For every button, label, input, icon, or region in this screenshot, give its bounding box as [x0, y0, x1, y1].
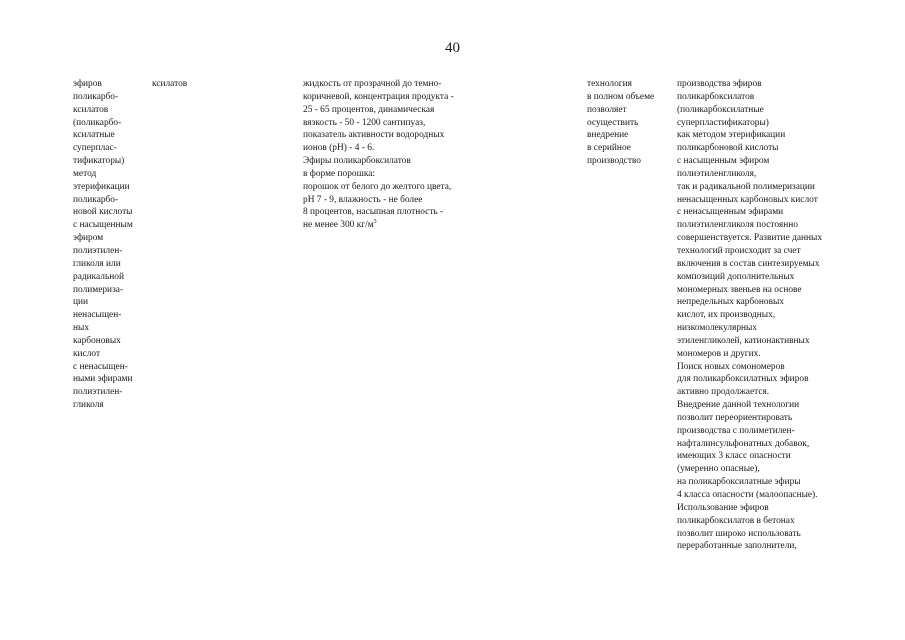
line-text: полиэтилен- [73, 387, 123, 398]
text-line [73, 271, 133, 284]
line-text: с ненасыщенным эфирами [677, 207, 784, 218]
text-line [677, 463, 822, 476]
text-line [677, 232, 822, 245]
text-line [587, 104, 654, 117]
line-text: карбоновых [73, 335, 121, 346]
text-line [677, 155, 822, 168]
text-line [73, 194, 133, 207]
line-text: кислот, их производных, [677, 310, 776, 321]
text-line [303, 91, 454, 104]
line-text: внедрение [587, 130, 629, 141]
line-text: осуществить [587, 117, 639, 128]
line-text: pH 7 - 9, влажность - не более [303, 194, 423, 205]
text-line [73, 91, 133, 104]
text-line [677, 515, 822, 528]
line-text: технологий происходит за счет [677, 245, 801, 256]
text-line [73, 348, 133, 361]
text-line [677, 540, 822, 553]
line-text: эфиром [73, 233, 104, 244]
line-text: Эфиры поликарбоксилатов [303, 156, 411, 167]
line-text: гликоля или [73, 258, 121, 269]
line-text: в форме порошка: [303, 168, 375, 179]
text-line [73, 335, 133, 348]
text-line [587, 117, 654, 130]
text-line [677, 91, 822, 104]
text-line [677, 258, 822, 271]
text-line [677, 528, 822, 541]
line-text: 25 - 65 процентов, динамическая [303, 104, 435, 115]
text-line [677, 309, 822, 322]
text-line [73, 373, 133, 386]
text-line [677, 206, 822, 219]
line-text: совершенствуется. Развитие данных [677, 233, 823, 244]
line-text: показатель активности водородных [303, 130, 445, 141]
text-line [73, 168, 133, 181]
text-line [677, 142, 822, 155]
line-text: производства с полиметилен- [677, 425, 795, 436]
line-text: метод [73, 168, 97, 179]
text-line [677, 78, 822, 91]
text-line [677, 284, 822, 297]
line-text: суперпластификаторы) [677, 117, 769, 128]
text-line [677, 348, 822, 361]
line-text: нафталинсульфонатных добавок, [677, 438, 810, 449]
text-line [73, 129, 133, 142]
text-line [677, 181, 822, 194]
line-text: в полном объеме [587, 91, 655, 102]
text-line [677, 412, 822, 425]
line-text: порошок от белого до желтого цвета, [303, 181, 452, 192]
line-text: ненасыщен- [73, 310, 122, 321]
text-line [677, 117, 822, 130]
line-text: ненасыщенных карбоновых кислот [677, 194, 818, 205]
text-line [587, 142, 654, 155]
line-text: суперплас- [73, 143, 117, 154]
line-text: на поликарбоксилатные эфиры [677, 477, 801, 488]
text-line [677, 450, 822, 463]
line-text: активно продолжается. [677, 387, 770, 398]
text-line [677, 322, 822, 335]
line-text: поликарбо- [73, 194, 119, 205]
line-text: вязкость - 50 - 1200 сантипуаз, [303, 117, 426, 128]
text-line [73, 206, 133, 219]
text-line [587, 155, 654, 168]
status-column [587, 78, 654, 168]
line-text: ионов (pH) - 4 - 6. [303, 143, 375, 154]
text-line [303, 104, 454, 117]
text-line [303, 129, 454, 142]
product-name-continuation-column [152, 78, 187, 91]
text-line [73, 399, 133, 412]
line-text: в серийное [587, 143, 631, 154]
text-line [677, 425, 822, 438]
line-text: как методом этерификации [677, 130, 786, 141]
line-text: для поликарбоксилатных эфиров [677, 374, 809, 385]
line-text: полиэтилен- [73, 245, 123, 256]
line-text: поликарбоксилатов в бетонах [677, 515, 795, 526]
line-text: низкомолекулярных [677, 323, 758, 334]
line-text: позволяет [587, 104, 627, 115]
line-text: 8 процентов, насыпная плотность - [303, 207, 444, 218]
text-line [303, 194, 454, 207]
text-line [677, 168, 822, 181]
line-text: ксилатные [73, 130, 115, 141]
line-text: жидкость от прозрачной до темно- [303, 79, 442, 89]
text-line [677, 386, 822, 399]
line-text: непредельных карбоновых [677, 297, 784, 308]
text-line [73, 309, 133, 322]
text-line [73, 322, 133, 335]
text-line [677, 194, 822, 207]
text-line [73, 104, 133, 117]
line-text: мономерных звеньев на основе [677, 284, 802, 295]
text-line [677, 271, 822, 284]
line-text: мономеров и других. [677, 348, 761, 359]
line-text: ксилатов [152, 79, 188, 89]
text-line [73, 155, 133, 168]
line-text: этерификации [73, 181, 130, 192]
text-line [587, 78, 654, 91]
text-line [677, 245, 822, 258]
text-line [303, 117, 454, 130]
text-line [73, 219, 133, 232]
text-line [73, 78, 133, 91]
text-line [677, 373, 822, 386]
line-text: радикальной [73, 271, 124, 282]
line-text: не менее 300 кг/м [303, 220, 374, 231]
text-line [303, 219, 454, 232]
line-text: поликарбоновой кислоты [677, 143, 779, 154]
line-text: производства эфиров [677, 79, 762, 89]
line-text: тификаторы) [73, 156, 125, 167]
description-column [677, 78, 822, 553]
line-text: Поиск новых сомономеров [677, 361, 785, 372]
page-number: 40 [445, 40, 460, 56]
line-text: эфиров [73, 79, 102, 89]
text-line [73, 245, 133, 258]
text-line [587, 129, 654, 142]
text-line [152, 78, 187, 91]
line-text: ции [73, 297, 89, 308]
text-line [303, 155, 454, 168]
text-line [677, 438, 822, 451]
text-line [677, 129, 822, 142]
line-text: Внедрение данной технологии [677, 400, 800, 411]
line-text: новой кислоты [73, 207, 133, 218]
line-text: (умеренно опасные), [677, 464, 760, 475]
text-line [73, 232, 133, 245]
line-text: кислот [73, 348, 101, 359]
line-text: коричневой, концентрация продукта - [303, 91, 454, 102]
text-line [73, 117, 133, 130]
line-text: (поликарбо- [73, 117, 122, 128]
text-line [73, 386, 133, 399]
text-line [73, 284, 133, 297]
characteristics-column [303, 78, 454, 232]
text-line [73, 296, 133, 309]
line-text: включения в состав синтезируемых [677, 258, 820, 269]
text-line [73, 142, 133, 155]
text-line [73, 181, 133, 194]
line-text: технология [587, 79, 632, 89]
text-line [73, 361, 133, 374]
text-line [303, 168, 454, 181]
line-text: позволит переориентировать [677, 412, 793, 423]
line-text: производство [587, 156, 641, 167]
text-line [677, 335, 822, 348]
line-text: позволит широко использовать [677, 528, 801, 539]
text-line [677, 476, 822, 489]
line-text: гликоля [73, 400, 104, 411]
unit-superscript: 3 [373, 219, 377, 226]
line-text: Использование эфиров [677, 502, 769, 513]
text-line [677, 489, 822, 502]
line-text: ксилатов [73, 104, 109, 115]
text-line [677, 104, 822, 117]
line-text: полиэтиленгликоля постоянно [677, 220, 798, 231]
text-line [303, 142, 454, 155]
text-line [677, 361, 822, 374]
line-text: этиленгликолей, катионактивных [677, 335, 810, 346]
line-text: так и радикальной полимеризации [677, 181, 815, 192]
line-text: композиций дополнительных [677, 271, 795, 282]
line-text: переработанные заполнители, [677, 541, 797, 552]
line-text: с насыщенным [73, 220, 133, 231]
product-name-column [73, 78, 133, 412]
line-text: с насыщенным эфиром [677, 156, 770, 167]
text-line [677, 219, 822, 232]
line-text: ных [73, 323, 90, 334]
text-line [303, 206, 454, 219]
text-line [73, 258, 133, 271]
line-text: (поликарбоксилатные [677, 104, 764, 115]
text-line [677, 399, 822, 412]
text-line [303, 181, 454, 194]
line-text: ными эфирами [73, 374, 133, 385]
line-text: с ненасыщен- [73, 361, 128, 372]
text-line [677, 296, 822, 309]
line-text: 4 класса опасности (малоопасные). [677, 490, 818, 500]
text-line [303, 78, 454, 91]
line-text: полимериза- [73, 284, 124, 295]
line-text: поликарбо- [73, 91, 119, 102]
text-line [677, 502, 822, 515]
text-line [587, 91, 654, 104]
line-text: полиэтиленгликоля, [677, 168, 757, 179]
line-text: имеющих 3 класс опасности [677, 451, 791, 462]
line-text: поликарбоксилатов [677, 91, 755, 102]
